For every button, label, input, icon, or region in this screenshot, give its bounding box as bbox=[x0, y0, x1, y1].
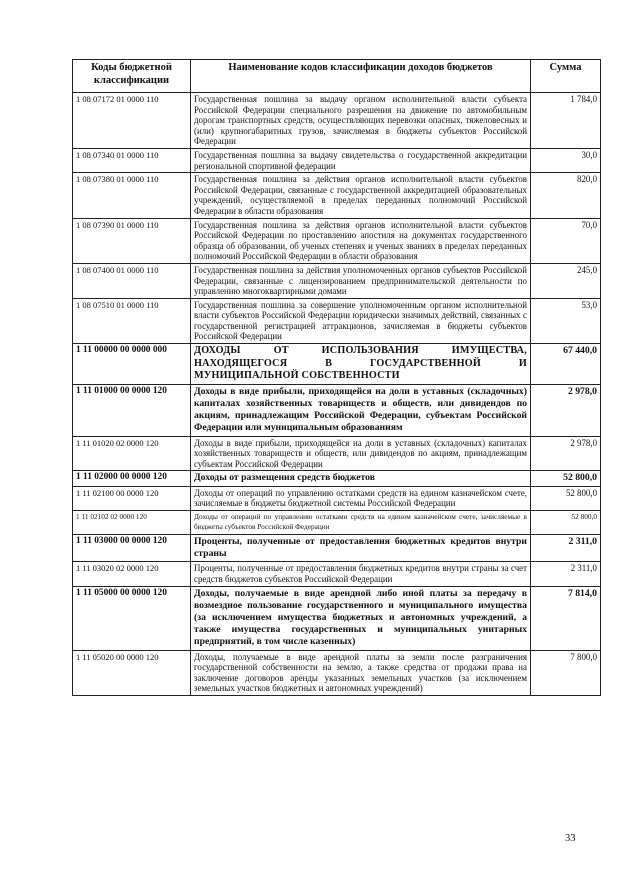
table-row-subtotal bbox=[73, 535, 601, 562]
row-code: 1 08 07510 01 0000 110 bbox=[73, 298, 191, 343]
row-name: Государственная пошлина за выдачу органом исполнительной власти субъекта Российской Федерации специального разрешения на движение по автомобильным дорогам транспортных средств, осуществляющих перевозки опасных, тяжеловесных и (или) крупногабаритных грузов, зачисляемая в бюджеты субъектов Российской Федерации bbox=[191, 93, 531, 149]
table-row bbox=[73, 298, 601, 343]
row-sum: 7 800,0 bbox=[531, 650, 601, 695]
table-row-subtotal bbox=[73, 471, 601, 486]
row-code: 1 11 05020 00 0000 120 bbox=[73, 650, 191, 695]
header-name: Наименование кодов классификации доходов бюджетов bbox=[191, 60, 531, 93]
table-row bbox=[73, 486, 601, 510]
row-code: 1 11 00000 00 0000 000 bbox=[73, 344, 191, 385]
row-name: Государственная пошлина за действия органов исполнительной власти субъектов Российской Федерации по проставлению апостиля на документах государственного образца об образовании, об ученых степенях и ученых званиях в пределах переданных полномочий Российской Федерации в области образования bbox=[191, 218, 531, 263]
row-name: Доходы, получаемые в виде арендной платы за земли после разграничения государственной собственности на землю, а также средства от продажи права на заключение договоров аренды указанных земельных участков (за исключением земельных участков бюджетных и автономных учреждений) bbox=[191, 650, 531, 695]
table-row bbox=[73, 510, 601, 534]
row-name: Государственная пошлина за выдачу свидетельства о государственной аккредитации региональной спортивной федерации bbox=[191, 148, 531, 172]
row-sum: 53,0 bbox=[531, 298, 601, 343]
row-sum: 1 784,0 bbox=[531, 93, 601, 149]
table-row bbox=[73, 263, 601, 298]
table-row bbox=[73, 562, 601, 586]
row-code: 1 11 02100 00 0000 120 bbox=[73, 486, 191, 510]
row-name: ДОХОДЫ ОТ ИСПОЛЬЗОВАНИЯ ИМУЩЕСТВА, НАХОДЯЩЕГОСЯ В ГОСУДАРСТВЕННОЙ И МУНИЦИПАЛЬНОЙ СОБСТВЕННОСТИ bbox=[191, 344, 531, 385]
row-sum: 67 440,0 bbox=[531, 344, 601, 385]
row-code: 1 11 03020 02 0000 120 bbox=[73, 562, 191, 586]
row-code: 1 11 02000 00 0000 120 bbox=[73, 471, 191, 486]
row-code: 1 11 05000 00 0000 120 bbox=[73, 586, 191, 650]
row-name: Государственная пошлина за совершение уполномоченным органом исполнительной власти субъектов Российской Федерации юридически значимых действий, связанных с государственной регистрацией аттракционов, зачисляемая в бюджеты субъектов Российской Федерации bbox=[191, 298, 531, 343]
row-name: Доходы от операций по управлению остатками средств на едином казначейском счете, зачисляемые в бюджеты бюджетной системы Российской Федерации bbox=[191, 486, 531, 510]
row-code: 1 08 07340 01 0000 110 bbox=[73, 148, 191, 172]
table-row bbox=[73, 173, 601, 218]
row-code: 1 11 01020 02 0000 120 bbox=[73, 436, 191, 471]
row-name: Доходы в виде прибыли, приходящейся на доли в уставных (складочных) капиталах хозяйственных товариществ и обществ, или дивидендов по акциям, принадлежащим Российской Федерации, субъектам Российской Федерации или муниципальным образованиям bbox=[191, 384, 531, 436]
page-number: 33 bbox=[565, 833, 576, 844]
row-sum: 2 978,0 bbox=[531, 436, 601, 471]
row-name: Проценты, полученные от предоставления бюджетных кредитов внутри страны за счет средств бюджетов субъектов Российской Федерации bbox=[191, 562, 531, 586]
header-code: Коды бюджетной классификации bbox=[73, 60, 191, 93]
row-sum: 30,0 bbox=[531, 148, 601, 172]
row-name: Государственная пошлина за действия органов исполнительной власти субъектов Российской Федерации, связанные с государственной аккредитацией образовательных учреждений, осуществляемой в пределах переданных полномочий Российской Федерации в области образования bbox=[191, 173, 531, 218]
row-sum: 2 311,0 bbox=[531, 562, 601, 586]
row-code: 1 11 01000 00 0000 120 bbox=[73, 384, 191, 436]
row-sum: 2 311,0 bbox=[531, 535, 601, 562]
row-sum: 820,0 bbox=[531, 173, 601, 218]
row-name: Доходы, получаемые в виде арендной либо иной платы за передачу в возмездное пользование государственного и муниципального имущества (за исключением имущества бюджетных и автономных учреждений, а также имущества государственных и муниципальных унитарных предприятий, в том числе казенных) bbox=[191, 586, 531, 650]
row-sum: 52 800,0 bbox=[531, 510, 601, 534]
table-row bbox=[73, 436, 601, 471]
row-sum: 7 814,0 bbox=[531, 586, 601, 650]
table-row bbox=[73, 650, 601, 695]
table-header-row bbox=[73, 60, 601, 93]
header-sum: Сумма bbox=[531, 60, 601, 93]
table-row bbox=[73, 93, 601, 149]
row-name: Государственная пошлина за действия уполномоченных органов субъектов Российской Федерации, связанные с лицензированием предпринимательской деятельности по управлению многоквартирными домами bbox=[191, 263, 531, 298]
row-name: Доходы от операций по управлению остатками средств на едином казначейском счете, зачисляемые в бюджеты субъектов Российской Федерации bbox=[191, 510, 531, 534]
table-row-subtotal bbox=[73, 384, 601, 436]
row-sum: 2 978,0 bbox=[531, 384, 601, 436]
table-row-section bbox=[73, 344, 601, 385]
budget-revenue-table bbox=[72, 59, 601, 696]
row-name: Проценты, полученные от предоставления бюджетных кредитов внутри страны bbox=[191, 535, 531, 562]
row-code: 1 08 07390 01 0000 110 bbox=[73, 218, 191, 263]
table-row bbox=[73, 148, 601, 172]
row-code: 1 11 03000 00 0000 120 bbox=[73, 535, 191, 562]
row-code: 1 08 07172 01 0000 110 bbox=[73, 93, 191, 149]
row-code: 1 08 07380 01 0000 110 bbox=[73, 173, 191, 218]
row-sum: 52 800,0 bbox=[531, 486, 601, 510]
row-sum: 245,0 bbox=[531, 263, 601, 298]
row-code: 1 11 02102 02 0000 120 bbox=[73, 510, 191, 534]
row-code: 1 08 07400 01 0000 110 bbox=[73, 263, 191, 298]
row-sum: 52 800,0 bbox=[531, 471, 601, 486]
row-sum: 70,0 bbox=[531, 218, 601, 263]
table-row bbox=[73, 218, 601, 263]
row-name: Доходы в виде прибыли, приходящейся на доли в уставных (складочных) капиталах хозяйственных товариществ и обществ, или дивидендов по акциям, принадлежащим субъектам Российской Федерации bbox=[191, 436, 531, 471]
row-name: Доходы от размещения средств бюджетов bbox=[191, 471, 531, 486]
table-row-subtotal bbox=[73, 586, 601, 650]
